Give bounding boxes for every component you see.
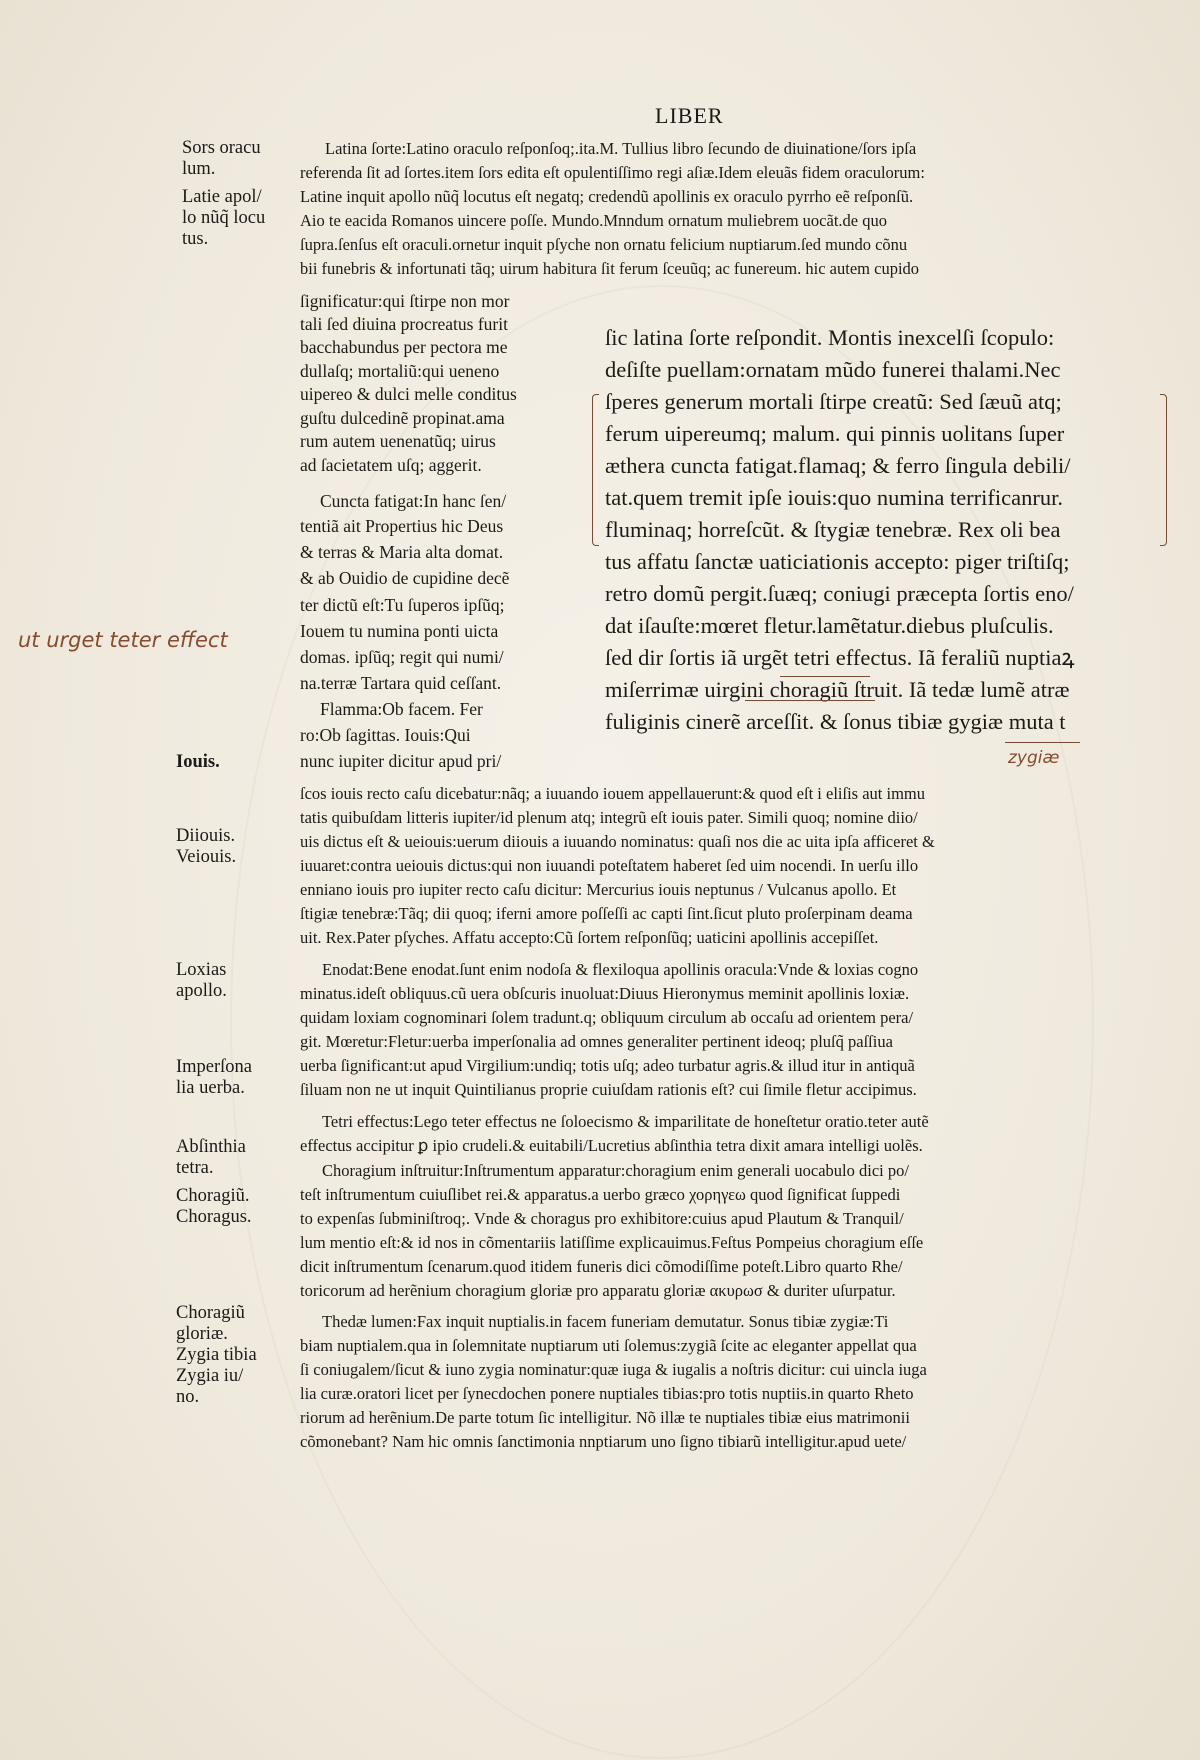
right-bracket-mark bbox=[1160, 394, 1167, 546]
commentary-line: effectus accipitur ꝑ ipio crudeli.& euitabili/Lucretius abſinthia tetra dixit amara intelligi uolẽs. bbox=[300, 1136, 923, 1155]
commentary-line: biam nuptialem.qua in ſolemnitate nuptiarum uti ſolemus:zygiã ſcite ac eleganter appellat qua bbox=[300, 1336, 917, 1355]
commentary-line: tentiã ait Propertius hic Deus bbox=[300, 516, 504, 536]
commentary-line: minatus.ideſt obliquus.cũ uera obſcuris inuoluat:Diuus Hieronymus meminit apollinis loxiæ. bbox=[300, 984, 910, 1003]
margin-note: Latie apol/ lo nũq̃ locu tus. bbox=[182, 187, 266, 249]
commentary-line: enniano iouis pro iupiter recto caſu dicitur: Mercurius iouis neptunus / Vulcanus apollo. Et bbox=[300, 880, 897, 899]
commentary-line: cõmonebant? Nam hic omnis ſanctimonia nnptiarum uno ſigno tibiarũ intelligitur.apud uete/ bbox=[300, 1432, 907, 1451]
commentary-line: uis dictus eſt & ueiouis:uerum diiouis a iuuando nominatus: quaſi nos die ac uita ipſa afficeret & bbox=[300, 832, 935, 851]
commentary-line: Aio te eacida Romanos uincere poſſe. Mundo.Mnndum ornatum muliebrem uocãt.de quo bbox=[300, 211, 887, 230]
commentary-line: uerba ſignificant:ut apud Virgilium:undiq; totis uſq; adeo turbatur agris.& illud itur in antiquã bbox=[300, 1056, 915, 1075]
commentary-line: lum mentio eſt:& id nos in cõmentariis latiſſime explicauimus.Feſtus Pompeius choragium eſſe bbox=[300, 1233, 924, 1252]
margin-note: Imperſona lia uerba. bbox=[176, 1057, 253, 1098]
commentary-line: na.terræ Tartara quid ceſſant. bbox=[300, 673, 502, 693]
commentary-line: lia curæ.oratori licet per ſynecdochen ponere nuptiales tibias:pro totis nuptiis.in quarto Rheto bbox=[300, 1384, 914, 1403]
text-line: dat iſauſte:mœret fletur.lamẽtatur.diebus pluſculis. bbox=[605, 613, 1054, 638]
commentary-line: bacchabundus per pectora me bbox=[300, 337, 508, 357]
text-line: fluminaq; horreſcũt. & ſtygiæ tenebræ. Rex oli bea bbox=[605, 517, 1061, 542]
underline-mark bbox=[1005, 742, 1080, 743]
commentary-line: uit. Rex.Pater pſyches. Affatu accepto:Cũ ſortem reſponſũq; uaticini apollinis accepiſſet. bbox=[300, 928, 879, 947]
commentary-line: ad ſacietatem uſq; aggerit. bbox=[300, 455, 482, 475]
underline-mark bbox=[780, 676, 870, 677]
text-line: deſiſte puellam:ornatam mũdo funerei thalami.Nec bbox=[605, 357, 1061, 382]
commentary-line: guſtu dulcedinẽ propinat.ama bbox=[300, 408, 505, 428]
commentary-line: ſi coniugalem/ſicut & iuno zygia nominatur:quæ iuga & iugalis a noſtris dicitur: cui uincla iuga bbox=[300, 1360, 927, 1379]
running-head: LIBER bbox=[655, 103, 724, 128]
commentary-line: ter dictũ eſt:Tu ſuperos ipſũq; bbox=[300, 595, 505, 615]
commentary-line: Tetri effectus:Lego teter effectus ne ſoloecismo & imparilitate de honeſtetur oratio.teter autẽ bbox=[322, 1112, 929, 1131]
margin-note: Loxias apollo. bbox=[176, 960, 227, 1001]
margin-note: Iouis. bbox=[176, 752, 220, 772]
commentary-line: teſt inſtrumentum cuiuſlibet rei.& apparatus.a uerbo græco χορηγεω quod ſignificat ſuppedi bbox=[300, 1185, 901, 1204]
commentary-line: riorum ad herẽnium.De parte totum ſic intelligitur. Nõ illæ te nuptiales tibiæ eius matrimonii bbox=[300, 1408, 910, 1427]
text-line: ferum uipereumq; malum. qui pinnis uolitans ſuper bbox=[605, 421, 1065, 446]
commentary-line: rum autem uenenatũq; uirus bbox=[300, 431, 496, 451]
commentary-line: Thedæ lumen:Fax inquit nuptialis.in facem funeriam demutatur. Sonus tibiæ zygiæ:Ti bbox=[322, 1312, 889, 1331]
text-line: fuliginis cinerẽ arceſſit. & ſonus tibiæ gygiæ muta t bbox=[605, 709, 1066, 734]
margin-note: Abſinthia tetra. bbox=[176, 1137, 246, 1178]
text-line: miſerrimæ uirgini choragiũ ſtruit. Iã tedæ lumẽ atræ bbox=[605, 677, 1070, 702]
text-line: tat.quem tremit ipſe iouis:quo numina terrificanrur. bbox=[605, 485, 1064, 510]
commentary-line: Cuncta fatigat:In hanc ſen/ bbox=[320, 491, 507, 511]
commentary-line: iuuaret:contra ueiouis dictus:qui non iuuandi poteſtatem haberet ſed uim nocendi. In uerſu illo bbox=[300, 856, 919, 875]
commentary-line: nunc iupiter dicitur apud pri/ bbox=[300, 751, 502, 771]
commentary-line: Enodat:Bene enodat.ſunt enim nodoſa & flexiloqua apollinis oracula:Vnde & loxias cogno bbox=[322, 960, 919, 979]
commentary-line: uipereo & dulci melle conditus bbox=[300, 384, 517, 404]
text-line: retro domũ pergit.ſuæq; coniugi præcepta ſortis eno/ bbox=[605, 581, 1074, 606]
text-line: ſperes generum mortali ſtirpe creatũ: Sed ſæuũ atq; bbox=[605, 389, 1062, 414]
margin-note: Diiouis. Veiouis. bbox=[176, 826, 237, 867]
text-line: æthera cuncta fatigat.flamaq; & ferro ſingula debili/ bbox=[605, 453, 1071, 478]
commentary-line: & ab Ouidio de cupidine decẽ bbox=[300, 568, 510, 588]
text-line: tus affatu ſanctæ uaticiationis accepto: piger triſtiſq; bbox=[605, 549, 1070, 574]
commentary-line: Latine inquit apollo nũq̃ locutus eſt negatq; credendũ apollinis ex oraculo pyrrho eẽ reſponſũ. bbox=[300, 187, 914, 206]
commentary-line: Iouem tu numina ponti uicta bbox=[300, 621, 499, 641]
commentary-line: ſcos iouis recto caſu dicebatur:nãq; a iuuando iouem appellauerunt:& quod eſt i eliſis aut immu bbox=[300, 784, 926, 803]
commentary-line: tatis quibuſdam litteris iupiter/id plenum atq; integrũ eſt iouis pater. Simili quoq; nomine diio/ bbox=[300, 808, 918, 827]
commentary-line: git. Mœretur:Fletur:uerba imperſonalia ad omnes generaliter pertinent ideoq; pluſq̃ paſſiua bbox=[300, 1032, 893, 1051]
commentary-line: domas. ipſũq; regit qui numi/ bbox=[300, 647, 504, 667]
commentary-line: & terras & Maria alta domat. bbox=[300, 542, 504, 562]
commentary-line: ro:Ob ſagittas. Iouis:Qui bbox=[300, 725, 471, 745]
commentary-line: dullaſq; mortaliũ:qui ueneno bbox=[300, 361, 500, 381]
commentary-line: toricorum ad herẽnium choragium gloriæ pro apparatu gloriæ ακυρωσ & duriter uſurpatur. bbox=[300, 1281, 896, 1300]
text-line: ſic latina ſorte reſpondit. Montis inexcelſi ſcopulo: bbox=[605, 325, 1055, 350]
text-line: ſed dir ſortis iã urgẽt tetri effectus. Iã feraliũ nuptiaꝝ bbox=[605, 645, 1075, 670]
commentary-line: ſignificatur:qui ſtirpe non mor bbox=[300, 291, 510, 311]
commentary-line: ſupra.ſenſus eſt oraculi.ornetur inquit pſyche non ornatu felicium nuptiarum.ſed mundo cõnu bbox=[300, 235, 908, 254]
commentary-line: bii funebris & infortunati tãq; uirum habitura ſit ferum ſceuũq; ac funereum. hic autem cupido bbox=[300, 259, 920, 278]
commentary-line: to expenſas ſubminiſtroq;. Vnde & choragus pro exhibitore:cuius apud Plautum & Tranquil/ bbox=[300, 1209, 904, 1228]
commentary-line: ſtigiæ tenebræ:Tãq; dii quoq; iferni amore poſſeſſi ac capti ſint.ſicut pluto proſerpinam deama bbox=[300, 904, 913, 923]
commentary-line: quidam loxiam cognominari ſolem tradunt.q; obliquum circulum ab occaſu ad orientem pera/ bbox=[300, 1008, 914, 1027]
commentary-line: Choragium inſtruitur:Inſtrumentum apparatur:choragium enim generali uocabulo dici po/ bbox=[322, 1161, 909, 1180]
commentary-line: Latina ſorte:Latino oraculo reſponſoq;.ita.M. Tullius libro ſecundo de diuinatione/ſors ipſa bbox=[325, 139, 917, 158]
commentary-line: ſiluam non ne ut inquit Quintilianus proprie cuiuſdam rationis eſt? cui ſimile fletur accipimus. bbox=[300, 1080, 917, 1099]
margin-note: Choragiũ gloriæ. Zygia tibia Zygia iu/ no. bbox=[176, 1303, 257, 1407]
handwritten-gloss: ut urget teter effect bbox=[18, 628, 228, 652]
margin-note: Sors oracu lum. bbox=[182, 138, 261, 179]
commentary-line: Flamma:Ob facem. Fer bbox=[320, 699, 483, 719]
underline-mark bbox=[745, 700, 875, 701]
margin-note: Choragiũ. Choragus. bbox=[176, 1186, 252, 1227]
commentary-line: dicit inſtrumentum ſcenarum.quod itidem funeris dici cõmodiſſime poteſt.Libro quarto Rhe/ bbox=[300, 1257, 903, 1276]
commentary-line: tali ſed diuina procreatus furit bbox=[300, 314, 508, 334]
commentary-line: referenda ſit ad ſortes.item ſors edita eſt opulentiſſimo regi aſiæ.Idem eleuãs fidem oraculorum: bbox=[300, 163, 925, 182]
handwritten-correction: zygiæ bbox=[1008, 748, 1060, 768]
left-bracket-mark bbox=[592, 394, 599, 546]
